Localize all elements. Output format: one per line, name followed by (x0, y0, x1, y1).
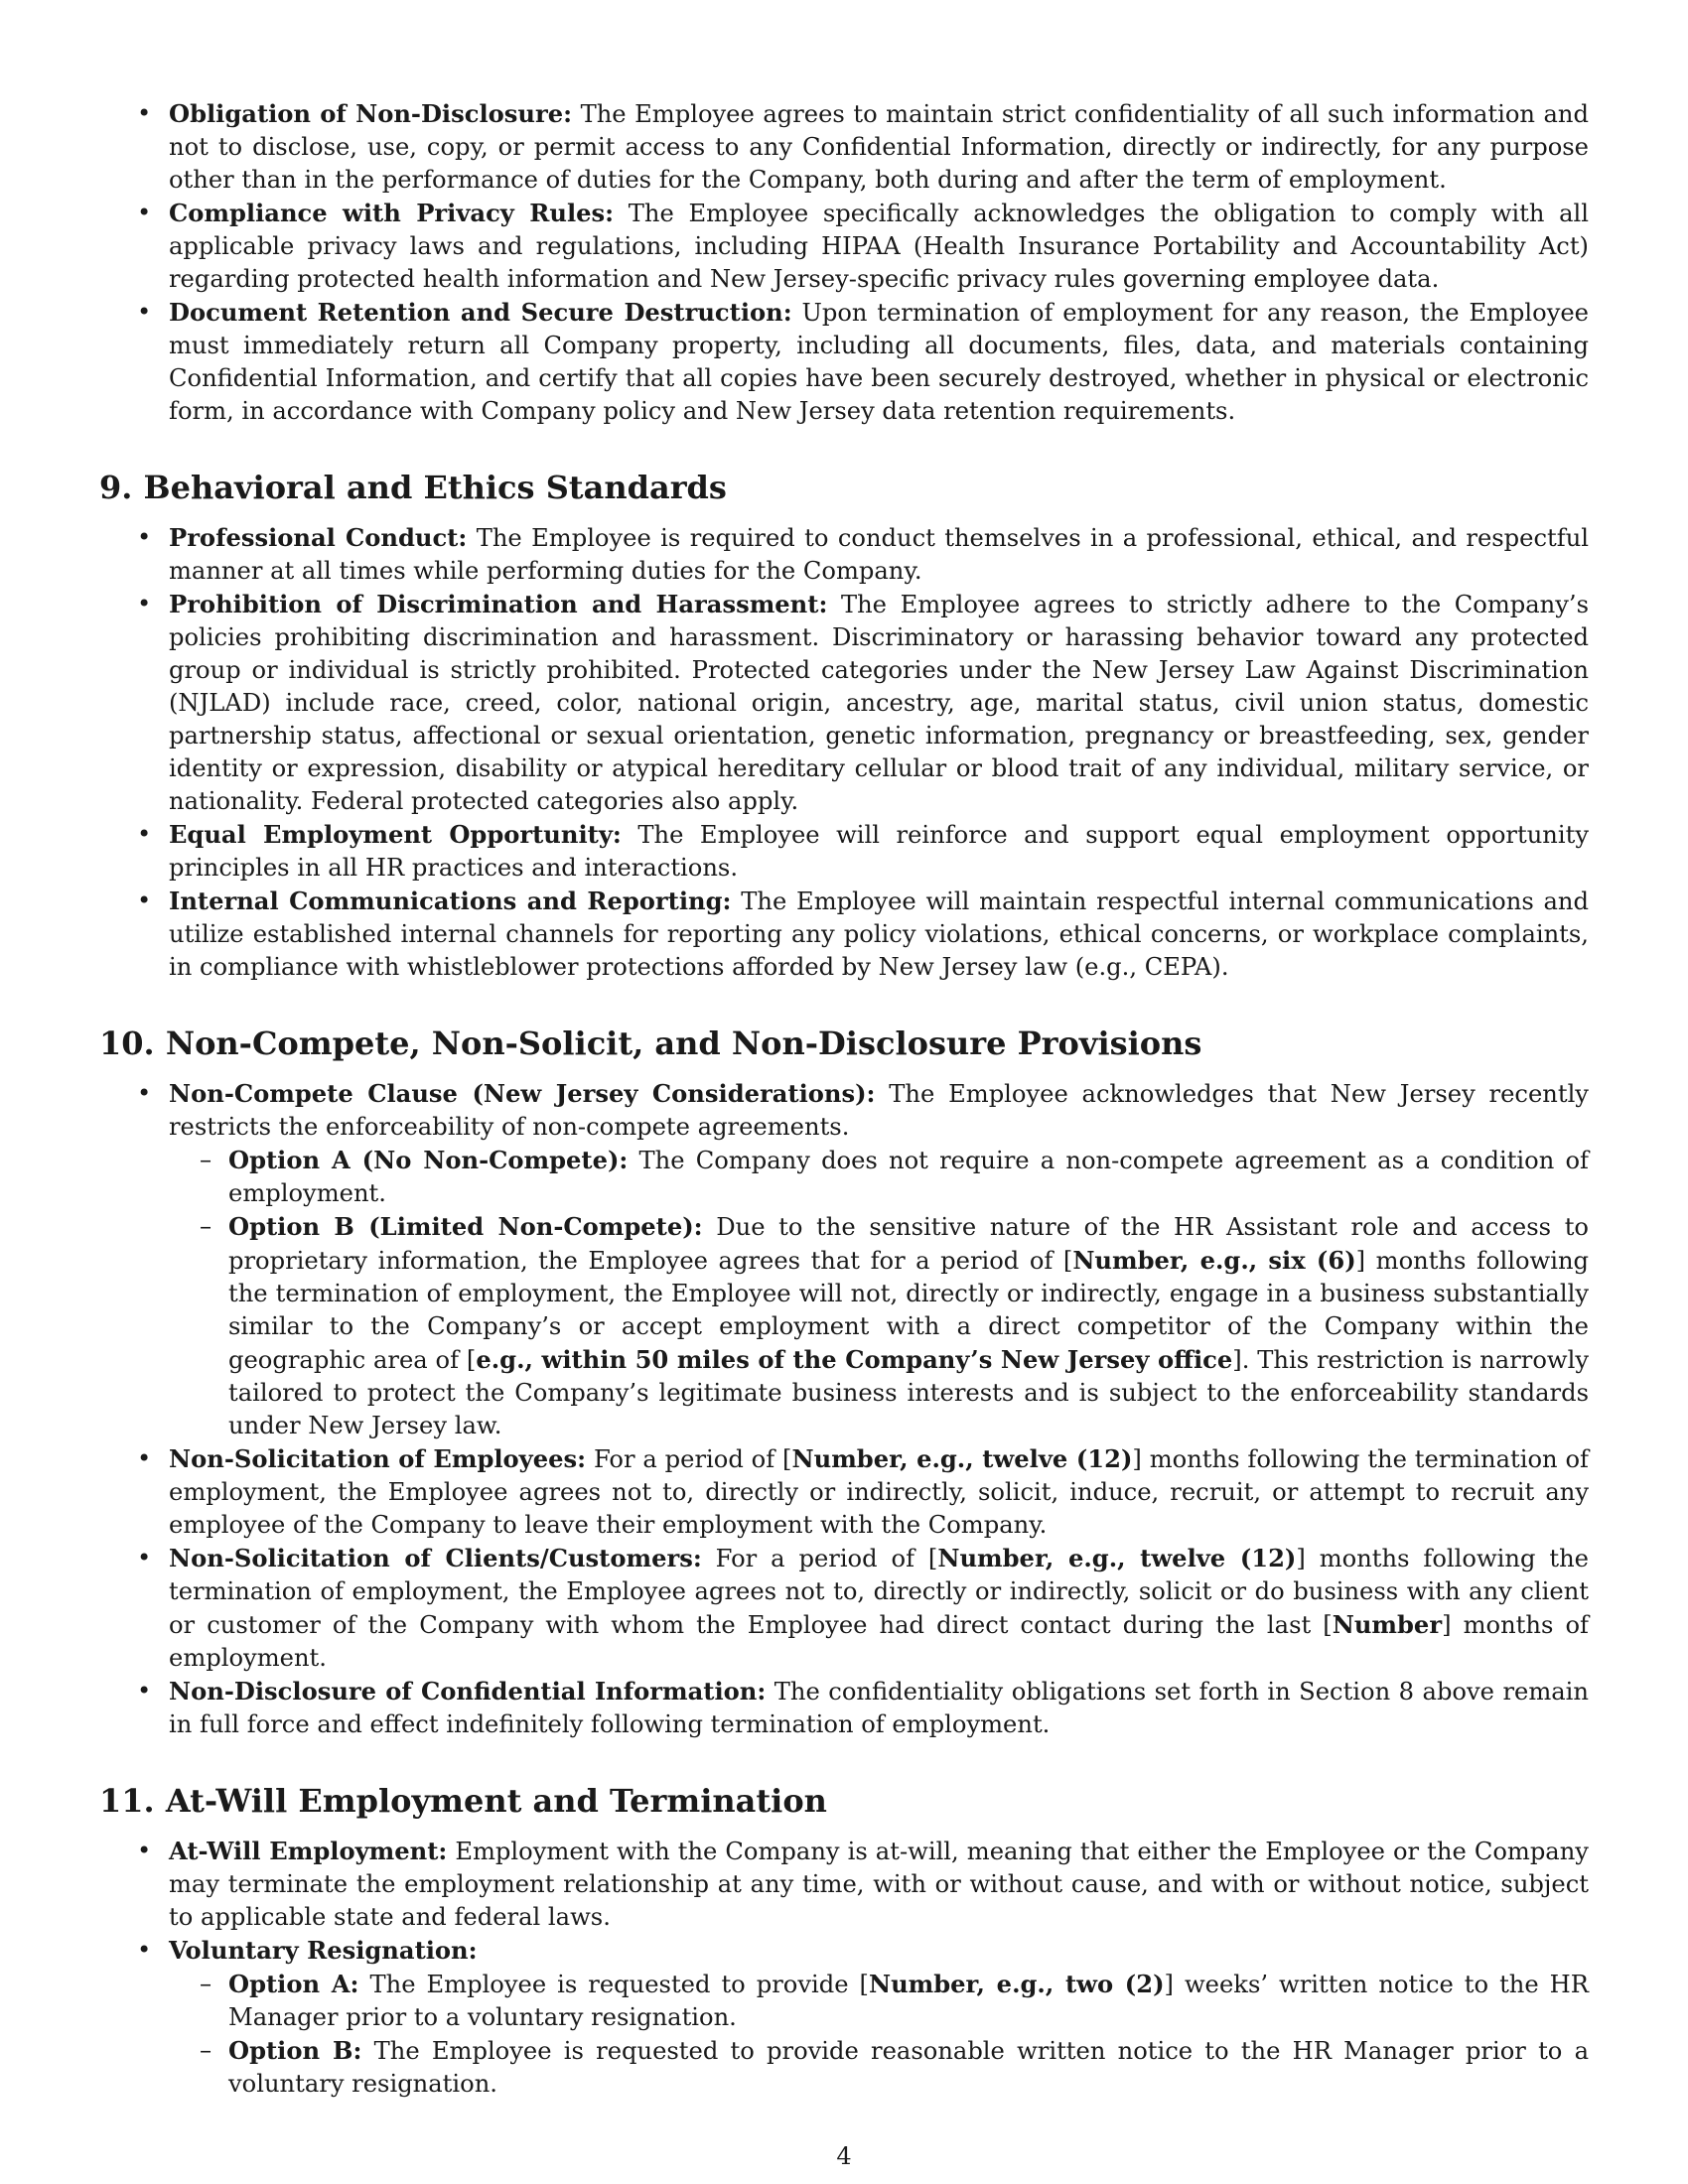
bullet-icon: • (137, 820, 152, 848)
item-text: The Employee is requested to provide [ (369, 1971, 869, 1998)
item-label: Option B: (228, 2036, 362, 2065)
bullet-icon: • (137, 1544, 152, 1571)
placeholder-field: e.g., within 50 miles of the Company’s New Jersey office (476, 1345, 1233, 1374)
item-label: Internal Communications and Reporting: (169, 887, 732, 915)
bullet-icon: • (137, 1677, 152, 1705)
list-item (169, 1210, 1589, 1442)
bullet-icon: • (137, 590, 152, 617)
item-text: The Employee specifically acknowledges the obligation to comply with all applicable privacy laws and regulations, including HIPAA (Health Insurance Portability and Accountability Act) regarding protected health information and New Jersey-specific privacy rules governing employee data. (169, 200, 1589, 293)
dash-icon: – (200, 1146, 212, 1173)
item-label: Non-Disclosure of Confidential Information: (169, 1677, 767, 1706)
item-label: Equal Employment Opportunity: (169, 820, 622, 849)
dash-icon: – (200, 1970, 212, 1997)
placeholder-field: Number (1332, 1610, 1443, 1639)
item-text: ]. This restriction is narrowly tailored to protect the Company’s legitimate business interests and is subject to the enforceability standards under New Jersey law. (228, 1346, 1589, 1439)
item-label: Obligation of Non-Disclosure: (169, 99, 573, 128)
section-8-continued-list (99, 97, 1589, 428)
bullet-icon: • (137, 298, 152, 326)
section-9-list (99, 521, 1589, 984)
item-label: Option A: (228, 1970, 359, 1998)
list-item (99, 1934, 1589, 2101)
list-item (99, 885, 1589, 984)
item-text: ] weeks’ written notice to the HR Manager prior to a voluntary resignation. (228, 1971, 1589, 2031)
bullet-icon: • (137, 1936, 152, 1964)
list-item (169, 1968, 1589, 2034)
item-label: Non-Solicitation of Clients/Customers: (169, 1544, 702, 1572)
bullet-icon: • (137, 99, 152, 127)
item-text: ] months following the termination of employment, the Employee agrees not to, directly or indirectly, solicit or do business with any client or customer of the Company with whom the Employee had direct contact during the last [ (169, 1545, 1589, 1639)
list-item (99, 521, 1589, 588)
list-item (99, 296, 1589, 428)
section-11-heading: 11. At-Will Employment and Termination (99, 1782, 827, 1820)
section-11-list (99, 1835, 1589, 2101)
list-item (169, 2034, 1589, 2101)
item-text: Due to the sensitive nature of the HR Assistant role and access to proprietary information, the Employee agrees that for a period of [ (228, 1213, 1589, 1275)
bullet-icon: • (137, 1837, 152, 1864)
item-text: The Employee will reinforce and support equal employment opportunity principles in all HR practices and interactions. (169, 821, 1589, 882)
section-10-heading: 10. Non-Compete, Non-Solicit, and Non-Disclosure Provisions (99, 1024, 1202, 1062)
list-item (99, 1675, 1589, 1741)
list-item (99, 1542, 1589, 1675)
resignation-options-list (169, 1968, 1589, 2101)
item-text: The Employee is requested to provide reasonable written notice to the HR Manager prior to a voluntary resignation. (228, 2037, 1589, 2098)
item-text: The confidentiality obligations set forth in Section 8 above remain in full force and effect indefinitely following termination of employment. (169, 1678, 1589, 1738)
placeholder-field: Number, e.g., six (6) (1072, 1246, 1356, 1275)
item-label: Document Retention and Secure Destruction: (169, 298, 792, 327)
item-label: At-Will Employment: (169, 1837, 448, 1865)
dash-icon: – (200, 2036, 212, 2064)
item-text: Employment with the Company is at-will, meaning that either the Employee or the Company may terminate the employment relationship at any time, with or without cause, and with or without notice, subject to applicable state and federal laws. (169, 1838, 1589, 1931)
item-text: For a period of [ (715, 1545, 938, 1572)
item-text: The Employee agrees to maintain strict confidentiality of all such information and not to disclose, use, copy, or permit access to any Confidential Information, directly or indirectly, for any purpose other than in the performance of duties for the Company, both during and after the term of employment. (169, 100, 1589, 194)
page-number: 4 (836, 2142, 852, 2170)
bullet-icon: • (137, 887, 152, 914)
document-page (99, 97, 1589, 2101)
item-text: For a period of [ (593, 1445, 792, 1473)
item-text: ] months following the termination of employment, the Employee will not, directly or indirectly, engage in a business substantially similar to the Company’s or accept employment with a direct competitor of the Company within the geographic area of [ (228, 1247, 1590, 1374)
dash-icon: – (200, 1212, 212, 1240)
item-label: Option A (No Non-Compete): (228, 1146, 629, 1174)
item-label: Non-Compete Clause (New Jersey Considerations): (169, 1079, 876, 1108)
list-item (99, 97, 1589, 197)
item-text: The Employee is required to conduct themselves in a professional, ethical, and respectful manner at all times while performing duties for the Company. (169, 524, 1590, 585)
item-text: The Employee acknowledges that New Jersey recently restricts the enforceability of non-compete agreements. (169, 1080, 1589, 1141)
list-item (99, 818, 1589, 885)
placeholder-field: Number, e.g., twelve (12) (791, 1444, 1133, 1473)
item-label: Option B (Limited Non-Compete): (228, 1212, 703, 1241)
section-9-heading: 9. Behavioral and Ethics Standards (99, 469, 727, 506)
bullet-icon: • (137, 1079, 152, 1107)
item-text: The Employee agrees to strictly adhere to the Company’s policies prohibiting discrimination and harassment. Discriminatory or harassing behavior toward any protected group or individual is strictly prohibited. Protected categories under the New Jersey Law Against Discrimination (NJLAD) include race, creed, color, national origin, ancestry, age, marital status, civil union status, domestic partnership status, affectional or sexual orientation, genetic information, pregnancy or breastfeeding, sex, gender identity or expression, disability or atypical hereditary cellular or blood trait of any individual, military service, or nationality. Federal protected categories also apply. (169, 591, 1589, 815)
item-label: Professional Conduct: (169, 523, 468, 552)
item-label: Non-Solicitation of Employees: (169, 1444, 587, 1473)
item-text: Upon termination of employment for any reason, the Employee must immediately return all Company property, including all documents, files, data, and materials containing Confidential Information, and certify that all copies have been securely destroyed, whether in physical or electronic form, in accordance with Company policy and New Jersey data retention requirements. (169, 299, 1589, 425)
section-10-list (99, 1077, 1589, 1741)
item-label: Prohibition of Discrimination and Harassment: (169, 590, 828, 618)
item-text: The Company does not require a non-compete agreement as a condition of employment. (228, 1147, 1589, 1207)
item-text: ] months following the termination of employment, the Employee agrees not to, directly or indirectly, solicit, induce, recruit, or attempt to recruit any employee of the Company to leave their employment with the Company. (169, 1445, 1590, 1539)
bullet-icon: • (137, 523, 152, 551)
item-label: Voluntary Resignation: (169, 1936, 478, 1965)
noncompete-options-list (169, 1144, 1589, 1442)
bullet-icon: • (137, 1444, 152, 1472)
bullet-icon: • (137, 199, 152, 226)
placeholder-field: Number, e.g., twelve (12) (937, 1544, 1297, 1572)
list-item (169, 1144, 1589, 1210)
item-text: The Employee will maintain respectful internal communications and utilize established internal channels for reporting any policy violations, ethical concerns, or workplace complaints, in compliance with whistleblower protections afforded by New Jersey law (e.g., CEPA). (169, 887, 1589, 981)
list-item (99, 1442, 1589, 1542)
list-item (99, 1077, 1589, 1442)
list-item (99, 197, 1589, 296)
item-label: Compliance with Privacy Rules: (169, 199, 615, 227)
list-item (99, 588, 1589, 818)
list-item (99, 1835, 1589, 1934)
item-text: ] months of employment. (169, 1611, 1589, 1672)
placeholder-field: Number, e.g., two (2) (868, 1970, 1165, 1998)
